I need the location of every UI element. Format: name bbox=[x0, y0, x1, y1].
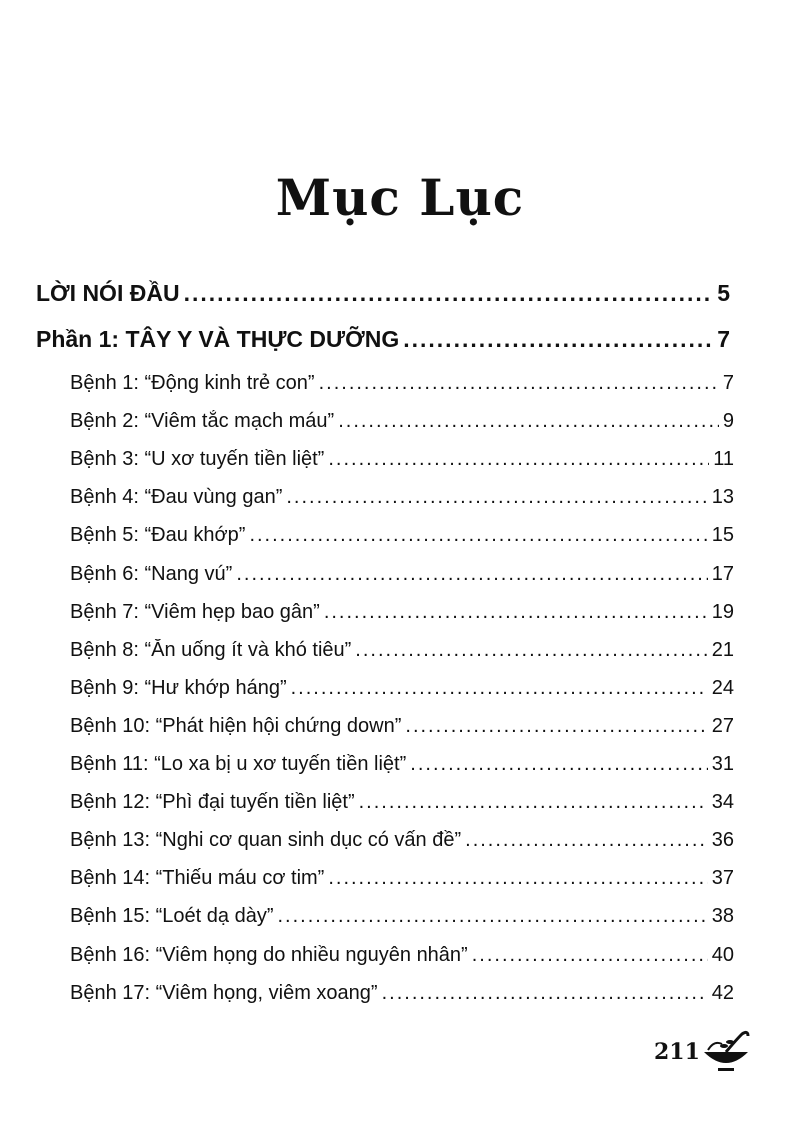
dot-leader bbox=[359, 791, 708, 814]
toc-entry bbox=[70, 905, 734, 928]
dot-leader bbox=[277, 905, 707, 928]
toc-entry bbox=[70, 410, 734, 433]
entry-page: 5 bbox=[717, 280, 730, 306]
dot-leader bbox=[328, 448, 709, 471]
toc-entry bbox=[70, 372, 734, 395]
toc-entry bbox=[70, 791, 734, 814]
toc-entry bbox=[70, 753, 734, 776]
entry-page: 7 bbox=[722, 372, 734, 394]
entry-page: 9 bbox=[722, 410, 734, 433]
entry-label: Bệnh 11: “Lo xa bị u xơ tuyến tiền liệt” bbox=[70, 753, 407, 775]
dot-leader bbox=[382, 982, 708, 1005]
entry-label: Bệnh 1: “Động kinh trẻ con” bbox=[70, 372, 315, 394]
entry-label: Bệnh 17: “Viêm họng, viêm xoang” bbox=[70, 981, 378, 1004]
entry-label: Bệnh 7: “Viêm hẹp bao gân” bbox=[70, 600, 320, 623]
entry-label: Bệnh 5: “Đau khớp” bbox=[70, 524, 246, 547]
entry-page: 13 bbox=[711, 486, 734, 509]
entry-page: 36 bbox=[711, 829, 734, 852]
entry-page: 21 bbox=[711, 638, 734, 661]
dot-leader bbox=[286, 486, 707, 509]
entry-label: Bệnh 3: “U xơ tuyến tiền liệt” bbox=[70, 448, 325, 471]
toc-entry-preface bbox=[36, 280, 730, 307]
toc-entry bbox=[70, 944, 734, 967]
dot-leader bbox=[472, 944, 708, 967]
entry-label: Bệnh 6: “Nang vú” bbox=[70, 562, 233, 585]
entry-page: 40 bbox=[711, 943, 734, 966]
toc-entry-part-1 bbox=[36, 326, 730, 353]
entry-page: 34 bbox=[711, 791, 734, 814]
dot-leader bbox=[324, 601, 708, 624]
toc-entry bbox=[70, 601, 734, 624]
toc-entry bbox=[70, 829, 734, 852]
entry-label: Bệnh 8: “Ăn uống ít và khó tiêu” bbox=[70, 638, 352, 661]
dot-leader bbox=[236, 563, 707, 586]
entry-label: Bệnh 15: “Loét dạ dày” bbox=[70, 905, 274, 928]
dot-leader bbox=[291, 677, 708, 700]
entry-page: 37 bbox=[711, 867, 734, 890]
toc-entry bbox=[70, 677, 734, 700]
toc-entry bbox=[70, 867, 734, 890]
toc-entry bbox=[70, 639, 734, 662]
page-footer bbox=[654, 1030, 752, 1074]
entry-label: LỜI NÓI ĐẦU bbox=[36, 280, 180, 306]
dot-leader bbox=[249, 524, 707, 547]
entry-page: 7 bbox=[717, 326, 730, 352]
entry-page: 11 bbox=[713, 448, 734, 471]
entry-page: 24 bbox=[711, 676, 734, 699]
dot-leader bbox=[465, 829, 708, 852]
dot-leader bbox=[338, 410, 719, 433]
dot-leader bbox=[403, 326, 713, 353]
entry-label: Bệnh 16: “Viêm họng do nhiều nguyên nhân” bbox=[70, 943, 468, 966]
entry-label: Bệnh 10: “Phát hiện hội chứng down” bbox=[70, 714, 402, 737]
page-title: Mục Lục bbox=[275, 168, 525, 227]
entry-label: Phần 1: TÂY Y VÀ THỰC DƯỠNG bbox=[36, 326, 400, 352]
entry-label: Bệnh 14: “Thiếu máu cơ tim” bbox=[70, 867, 325, 890]
toc-entry bbox=[70, 563, 734, 586]
toc-entry bbox=[70, 486, 734, 509]
entry-page: 27 bbox=[711, 714, 734, 737]
entry-label: Bệnh 2: “Viêm tắc mạch máu” bbox=[70, 410, 335, 433]
dot-leader bbox=[405, 715, 707, 738]
page-number: 211 bbox=[654, 1039, 700, 1065]
toc-entry bbox=[70, 448, 734, 471]
dot-leader bbox=[410, 753, 707, 776]
entry-label: Bệnh 4: “Đau vùng gan” bbox=[70, 486, 283, 509]
dot-leader bbox=[328, 867, 707, 890]
entry-page: 19 bbox=[711, 600, 734, 623]
entry-page: 42 bbox=[711, 981, 734, 1004]
dot-leader bbox=[319, 372, 719, 395]
entry-label: Bệnh 9: “Hư khớp háng” bbox=[70, 676, 287, 699]
dot-leader bbox=[355, 639, 707, 662]
bowl-ornament-icon bbox=[700, 1030, 752, 1074]
entry-page: 17 bbox=[711, 562, 734, 585]
dot-leader bbox=[184, 280, 714, 307]
entry-page: 38 bbox=[711, 905, 734, 928]
entry-page: 15 bbox=[711, 524, 734, 547]
toc-entry bbox=[70, 982, 734, 1005]
entry-label: Bệnh 13: “Nghi cơ quan sinh dục có vấn đề” bbox=[70, 829, 462, 852]
entry-page: 31 bbox=[711, 753, 734, 775]
entry-label: Bệnh 12: “Phì đại tuyến tiền liệt” bbox=[70, 791, 355, 814]
toc-entry bbox=[70, 715, 734, 738]
toc-entry bbox=[70, 524, 734, 547]
